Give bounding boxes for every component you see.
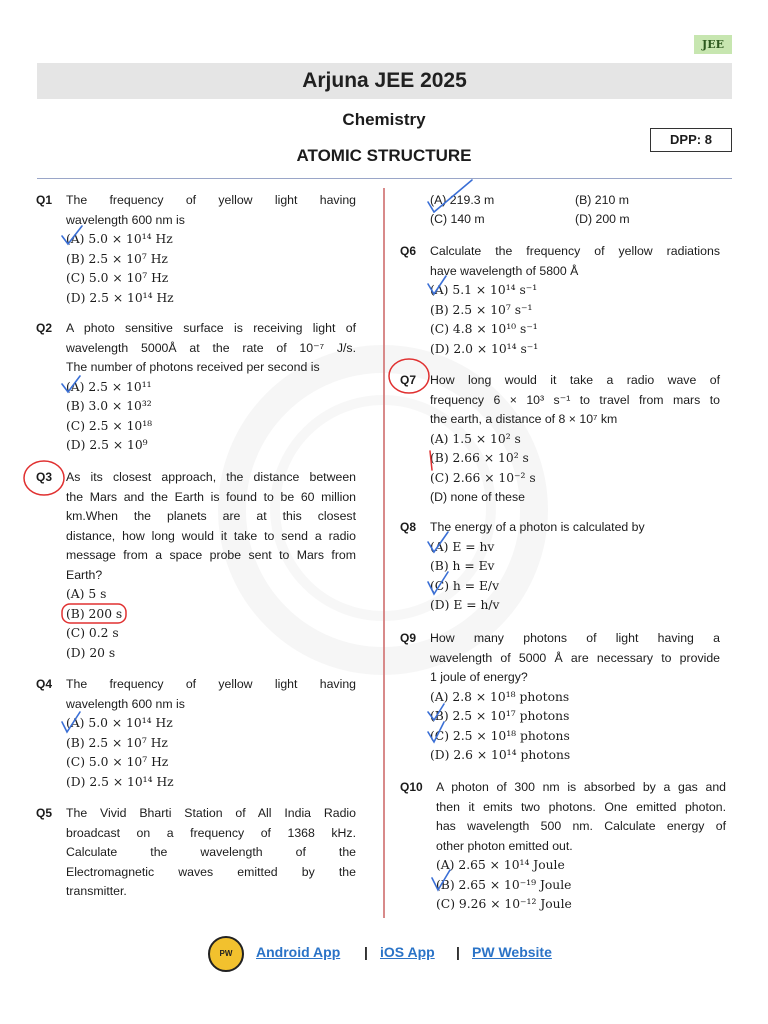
android-app-link[interactable]: Android App (256, 944, 341, 960)
option-a[interactable]: (A) 2.8 × 10¹⁸ photons (430, 689, 570, 704)
footer-separator: | (364, 944, 368, 960)
page-title: Arjuna JEE 2025 (37, 63, 732, 99)
option-a[interactable]: (A) 2.65 × 10¹⁴ Joule (436, 858, 565, 872)
question-q4 (36, 675, 356, 792)
question-text-line: The Vivid Bharti Station of All India Radio (66, 806, 356, 820)
question-number: Q3 (36, 470, 53, 484)
question-text-line: then it emits two photons. One emitted photon. (436, 799, 726, 814)
column-divider (383, 188, 385, 918)
option-d[interactable]: (D) 2.5 × 10⁹ (66, 438, 148, 452)
question-q5-options (430, 191, 720, 230)
question-q10 (400, 778, 726, 915)
question-text-line: As its closest approach, the distance between (66, 470, 356, 484)
question-text-line: have wavelength of 5800 Å (430, 263, 579, 278)
option-a[interactable]: (A) 5.0 × 10¹⁴ Hz (66, 232, 173, 246)
dpp-badge: DPP: 8 (650, 128, 732, 152)
question-text-line: How long would it take a radio wave of (430, 373, 720, 387)
option-a[interactable]: (A) E = hv (430, 539, 495, 554)
question-q2 (36, 319, 356, 456)
question-text-line: The energy of a photon is calculated by (430, 520, 645, 534)
header-divider (37, 178, 732, 179)
option-a[interactable]: (A) 2.5 × 10¹¹ (66, 379, 152, 394)
question-text-line: How many photons of light having a (430, 631, 720, 645)
subject-heading: Chemistry (342, 110, 426, 129)
option-c[interactable]: (C) 2.66 × 10⁻² s (430, 470, 536, 485)
question-q7 (400, 371, 720, 508)
footer-separator: | (456, 944, 460, 960)
option-d[interactable]: (D) 2.5 × 10¹⁴ Hz (66, 774, 174, 789)
question-number: Q9 (400, 631, 417, 645)
option-d[interactable]: (D) none of these (430, 490, 526, 504)
option-a[interactable]: (A) 219.3 m (430, 193, 495, 207)
question-text-line: Earth? (66, 567, 103, 582)
chapter-heading: ATOMIC STRUCTURE (296, 146, 472, 165)
question-text-line: Electromagnetic waves emitted by the (66, 864, 356, 879)
option-b[interactable]: (B) 210 m (575, 193, 629, 207)
option-b[interactable]: (B) 2.5 × 10⁷ Hz (66, 251, 168, 266)
option-d[interactable]: (D) E = h/v (430, 598, 500, 612)
question-text-line: frequency 6 × 10³ s⁻¹ to travel from mars to (430, 392, 720, 407)
question-number: Q1 (36, 193, 53, 207)
question-text-line: the Mars and the Earth is found to be 60 million (66, 489, 356, 504)
question-text-line: wavelength 600 nm is (66, 212, 185, 227)
question-text-line: distance, how long would it take to send a radio (66, 528, 356, 543)
option-b[interactable]: (B) 2.5 × 10⁷ s⁻¹ (430, 302, 533, 317)
option-c[interactable]: (C) 2.5 × 10¹⁸ photons (430, 728, 570, 743)
question-q9 (400, 629, 720, 766)
question-text-line: 1 joule of energy? (430, 670, 528, 684)
option-b[interactable]: (B) 200 s (66, 606, 123, 621)
option-b[interactable]: (B) 2.5 × 10⁷ Hz (66, 735, 168, 750)
question-q1 (36, 191, 356, 308)
option-d[interactable]: (D) 2.5 × 10¹⁴ Hz (66, 290, 174, 305)
question-text-line: The frequency of yellow light having (66, 677, 356, 691)
question-number: Q6 (400, 244, 417, 258)
pw-website-link[interactable]: PW Website (472, 944, 552, 960)
question-text-line: broadcast on a frequency of 1368 kHz. (66, 825, 356, 840)
question-text-line: wavelength of 5000 Å are necessary to provide (430, 650, 720, 665)
question-number: Q10 (400, 780, 423, 794)
question-text-line: The number of photons received per second is (66, 360, 320, 374)
option-b[interactable]: (B) h = Ev (430, 559, 495, 573)
question-text-line: Calculate the frequency of yellow radiations (430, 244, 720, 258)
question-text-line: the earth, a distance of 8 × 10⁷ km (430, 412, 618, 426)
question-text-line: transmitter. (66, 884, 127, 898)
question-q5 (36, 804, 356, 902)
question-number: Q7 (400, 373, 417, 387)
question-text-line: Calculate the wavelength of the (66, 845, 356, 859)
question-number: Q8 (400, 520, 417, 534)
option-a[interactable]: (A) 5.1 × 10¹⁴ s⁻¹ (430, 283, 538, 297)
option-c[interactable]: (C) 140 m (430, 212, 485, 226)
pw-logo: PW (208, 936, 244, 972)
question-q8 (400, 518, 720, 616)
option-c[interactable]: (C) 5.0 × 10⁷ Hz (66, 755, 169, 769)
option-b[interactable]: (B) 2.5 × 10¹⁷ photons (430, 709, 570, 723)
option-d[interactable]: (D) 20 s (66, 645, 116, 660)
question-text-line: km.When the planets are at this closest (66, 509, 356, 523)
question-number: Q2 (36, 321, 53, 335)
question-number: Q5 (36, 806, 53, 820)
ios-app-link[interactable]: iOS App (380, 944, 435, 960)
option-b[interactable]: (B) 3.0 × 10³² (66, 399, 152, 413)
question-q3 (36, 468, 356, 663)
exam-tag: JEE (694, 35, 732, 54)
option-b[interactable]: (B) 2.65 × 10⁻¹⁹ Joule (436, 877, 572, 892)
question-text-line: A photon of 300 nm is absorbed by a gas and (436, 780, 726, 794)
option-a[interactable]: (A) 1.5 × 10² s (430, 431, 521, 446)
option-a[interactable]: (A) 5.0 × 10¹⁴ Hz (66, 716, 173, 730)
option-d[interactable]: (D) 2.0 × 10¹⁴ s⁻¹ (430, 341, 539, 356)
option-c[interactable]: (C) 9.26 × 10⁻¹² Joule (436, 897, 572, 911)
option-d[interactable]: (D) 200 m (575, 212, 630, 226)
question-number: Q4 (36, 677, 53, 691)
footer (0, 936, 768, 972)
question-text-line: other photon emitted out. (436, 838, 573, 853)
question-q6 (400, 242, 720, 359)
option-b[interactable]: (B) 2.66 × 10² s (430, 451, 529, 465)
question-text-line: A photo sensitive surface is receiving light of (66, 321, 356, 335)
option-c[interactable]: (C) h = E/v (430, 578, 500, 593)
question-text-line: wavelength 5000Å at the rate of 10⁻⁷ J/s. (66, 340, 356, 355)
option-a[interactable]: (A) 5 s (66, 587, 107, 601)
option-c[interactable]: (C) 0.2 s (66, 626, 119, 640)
question-text-line: The frequency of yellow light having (66, 193, 356, 207)
question-text-line: wavelength 600 nm is (66, 696, 185, 711)
option-c[interactable]: (C) 2.5 × 10¹⁸ (66, 418, 153, 433)
option-c[interactable]: (C) 4.8 × 10¹⁰ s⁻¹ (430, 322, 538, 336)
option-d[interactable]: (D) 2.6 × 10¹⁴ photons (430, 748, 571, 762)
question-text-line: message from a space probe sent to Mars from (66, 548, 356, 562)
question-text-line: has wavelength 500 nm. Calculate energy of (436, 819, 726, 833)
option-c[interactable]: (C) 5.0 × 10⁷ Hz (66, 271, 169, 285)
